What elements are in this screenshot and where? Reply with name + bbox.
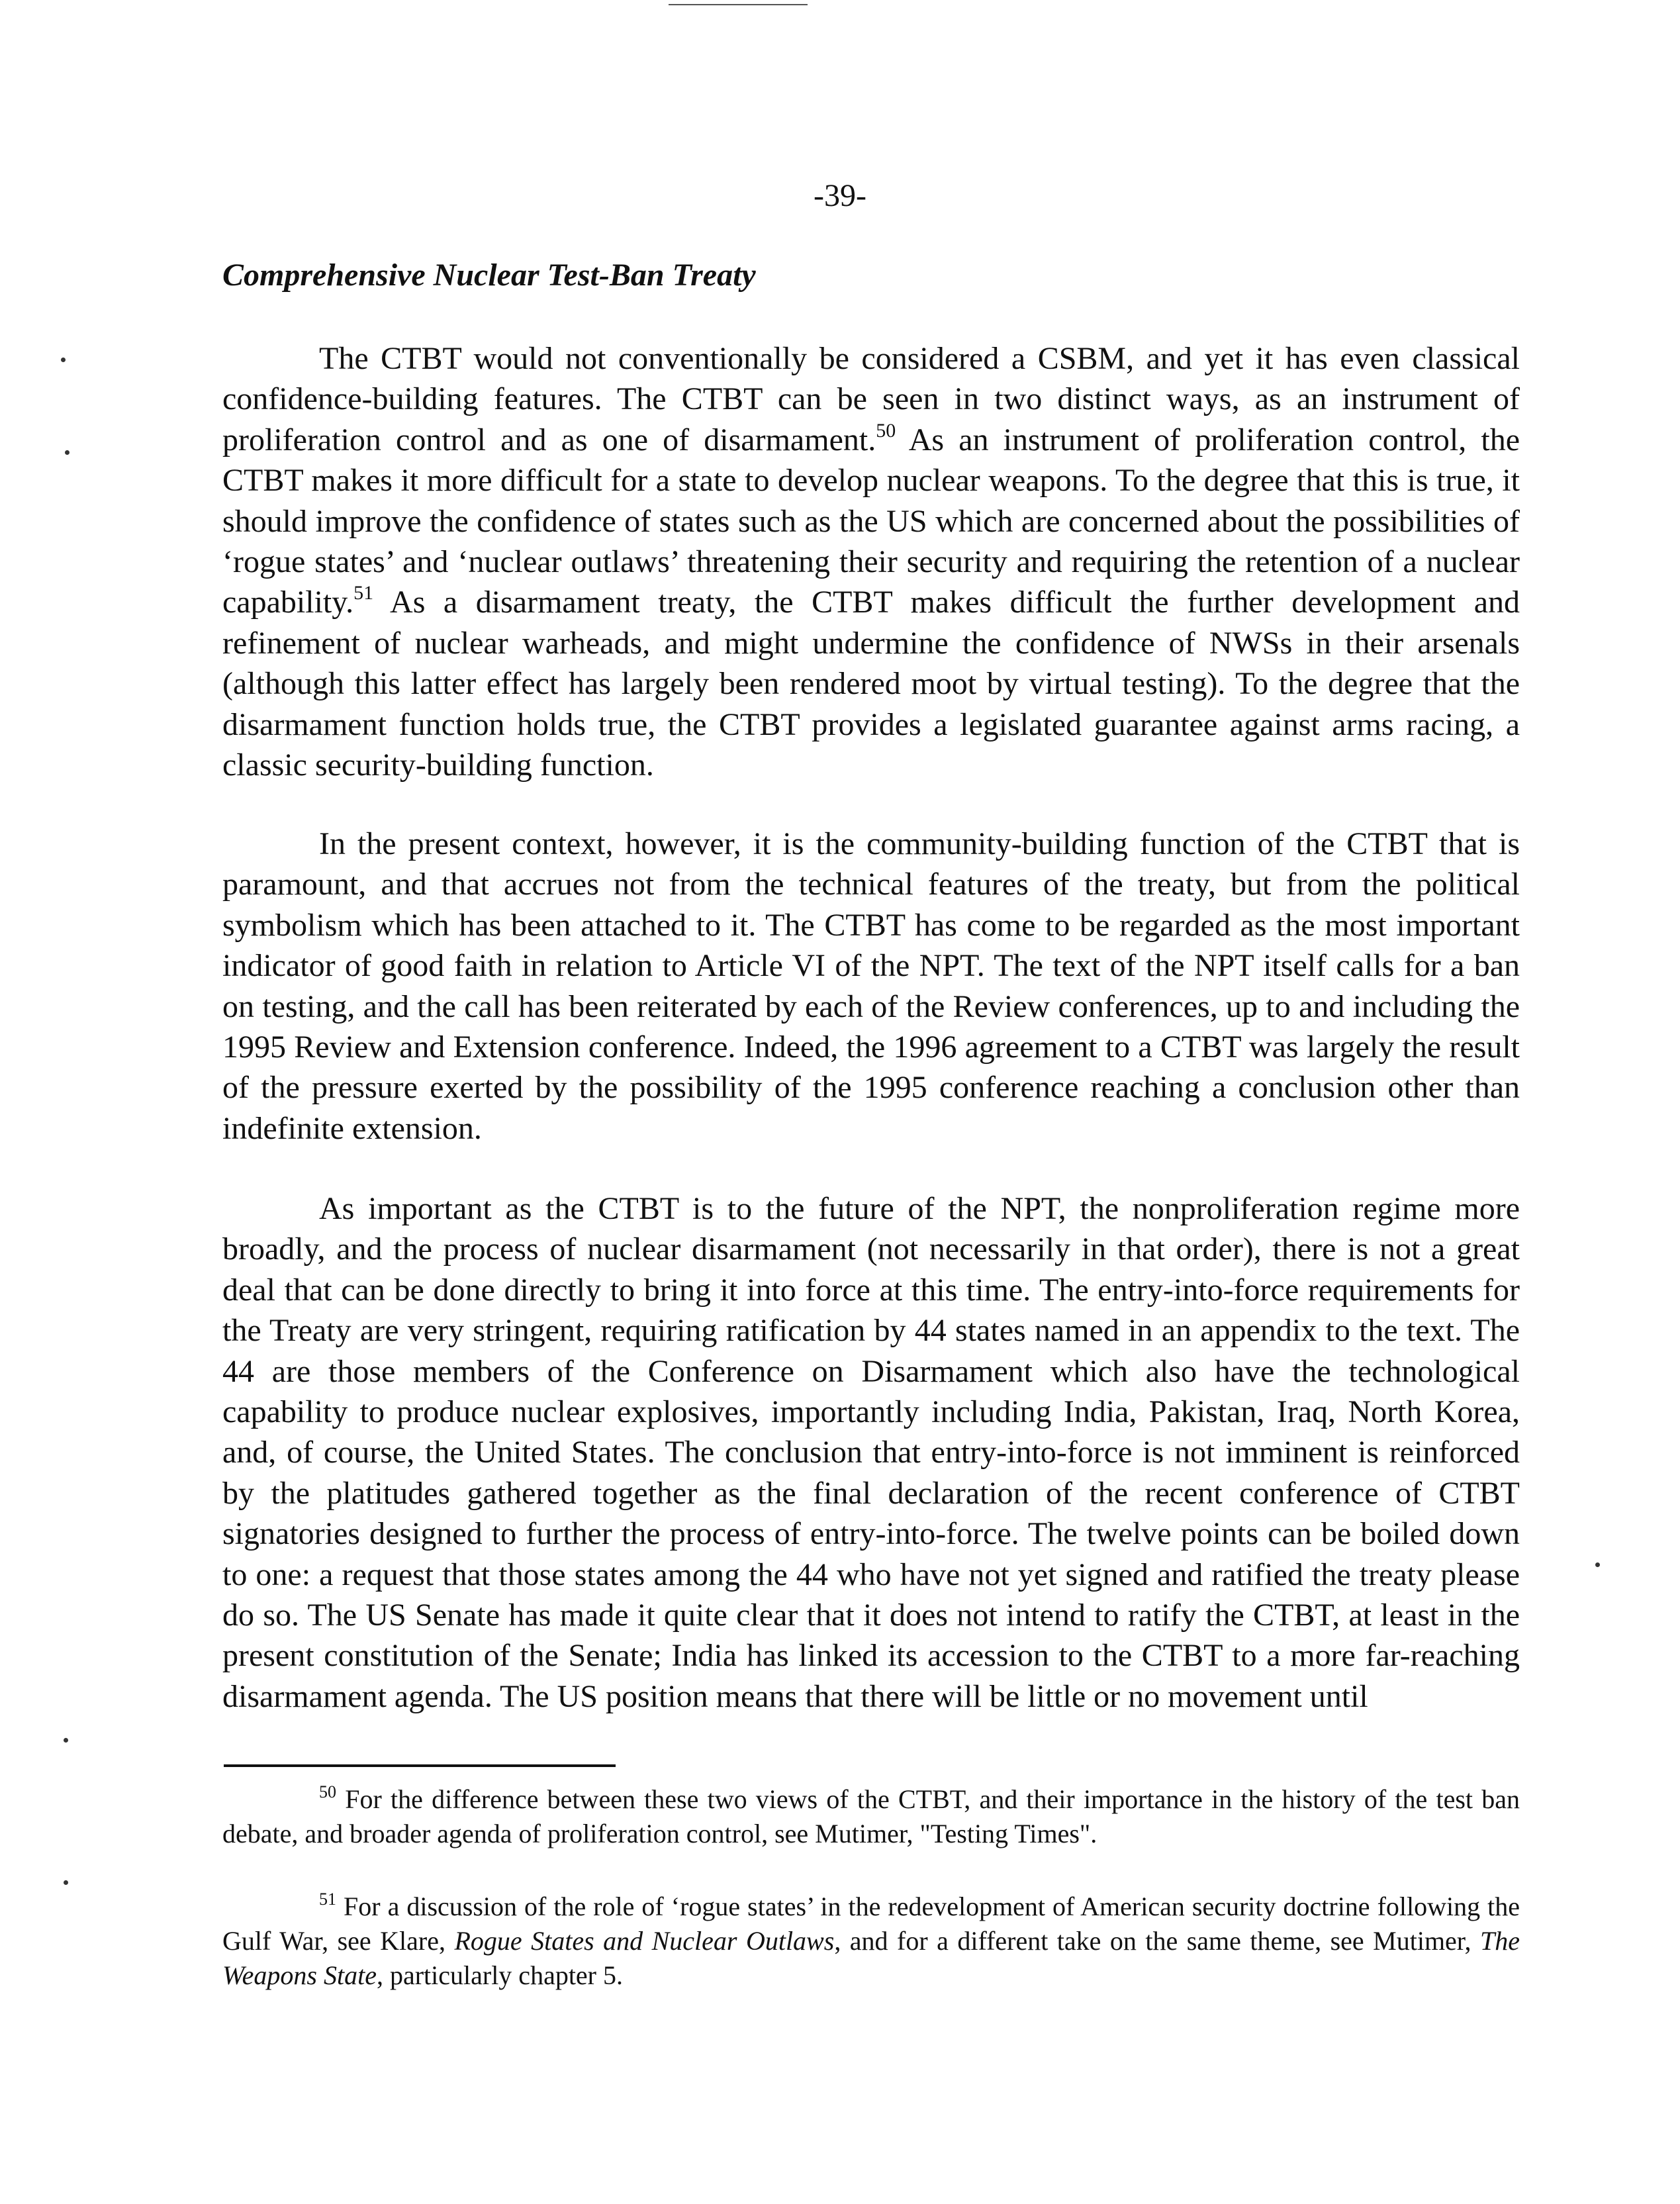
section-heading: Comprehensive Nuclear Test-Ban Treaty <box>222 258 756 293</box>
page-number: -39- <box>814 178 866 213</box>
footnote-51 <box>222 1890 1520 1993</box>
body-paragraph-1 <box>222 338 1520 785</box>
footnote-ref-50: 50 <box>876 419 896 442</box>
paragraph-1-text-b: As an instrument of proliferation control, the CTBT makes it more difficult for a state to develop nuclear weapons. To the degree that this is true, it should improve the confidence of states such as the US which are concerned about the possibilities of ‘rogue states’ and ‘nuclear outlaws’ threatening their security and requiring the retention of a nuclear capability. <box>222 422 1520 620</box>
footnote-50-text: For the difference between these two views of the CTBT, and their importance in the history of the test ban debate, and broader agenda of proliferation control, see Mutimer, "Testing Times". <box>222 1784 1520 1848</box>
scan-artifact-dot <box>64 1880 68 1885</box>
footnote-51-text-b: , and for a different take on the same theme, see Mutimer, <box>834 1926 1481 1956</box>
footnote-51-book-title-1: Rogue States and Nuclear Outlaws <box>454 1926 835 1956</box>
scan-artifact-top <box>669 4 808 5</box>
footnote-51-text-a: For a discussion of the role of ‘rogue states’ in the redevelopment of American security doctrine following the Gulf War, see Klare, <box>222 1892 1520 1956</box>
footnote-51-text-c: , particularly chapter 5. <box>376 1960 624 1990</box>
footnote-50 <box>222 1782 1520 1851</box>
scan-artifact-dot <box>64 1738 68 1743</box>
footnote-51-book-title-2: The Weapons State <box>222 1926 1520 1990</box>
scan-artifact-dot <box>61 358 66 362</box>
paragraph-1-text-a: The CTBT would not conventionally be considered a CSBM, and yet it has even classical confidence-building features. The CTBT can be seen in two distinct ways, as an instrument of proliferation control and as one of disarmament. <box>222 341 1520 457</box>
scan-artifact-dot <box>65 450 70 455</box>
body-paragraph-3: As important as the CTBT is to the future of the NPT, the nonproliferation regime more broadly, and the process of nuclear disarmament (not necessarily in that order), there is not a great deal that can be done directly to bring it into force at this time. The entry-into-force requirements for the Treaty are very stringent, requiring ratification by 44 states named in an appendix to the text. The 44 are those members of the Conference on Disarmament which also have the technological capability to produce nuclear explosives, importantly including India, Pakistan, Iraq, North Korea, and, of course, the United States. The conclusion that entry-into-force is not imminent is reinforced by the platitudes gathered together as the final declaration of the recent conference of CTBT signatories designed to further the process of entry-into-force. The twelve points can be boiled down to one: a request that those states among the 44 who have not yet signed and ratified the treaty please do so. The US Senate has made it quite clear that it does not intend to ratify the CTBT, at least in the present constitution of the Senate; India has linked its accession to the CTBT to a more far-reaching disarmament agenda. The US position means that there will be little or no movement until <box>222 1191 1520 1714</box>
footnote-number-51: 51 <box>319 1890 336 1909</box>
footnote-separator <box>224 1764 616 1767</box>
paragraph-1-text-c: As a disarmament treaty, the CTBT makes difficult the further development and refinement of nuclear warheads, and might undermine the confidence of NWSs in their arsenals (although this latter effect has largely been rendered moot by virtual testing). To the degree that the disarmament function holds true, the CTBT provides a legislated guarantee against arms racing, a classic security-building function. <box>222 585 1520 783</box>
footnote-number-50: 50 <box>319 1782 336 1801</box>
footnote-ref-51: 51 <box>353 582 374 604</box>
body-paragraph-2: In the present context, however, it is the community-building function of the CTBT that is paramount, and that accrues not from the technical features of the treaty, but from the political symbolism which has been attached to it. The CTBT has come to be regarded as the most important indicator of good faith in relation to Article VI of the NPT. The text of the NPT itself calls for a ban on testing, and the call has been reiterated by each of the Review conferences, up to and including the 1995 Review and Extension conference. Indeed, the 1996 agreement to a CTBT was largely the result of the pressure exerted by the possibility of the 1995 conference reaching a conclusion other than indefinite extension. <box>222 826 1520 1146</box>
scan-artifact-dot <box>1595 1562 1600 1567</box>
